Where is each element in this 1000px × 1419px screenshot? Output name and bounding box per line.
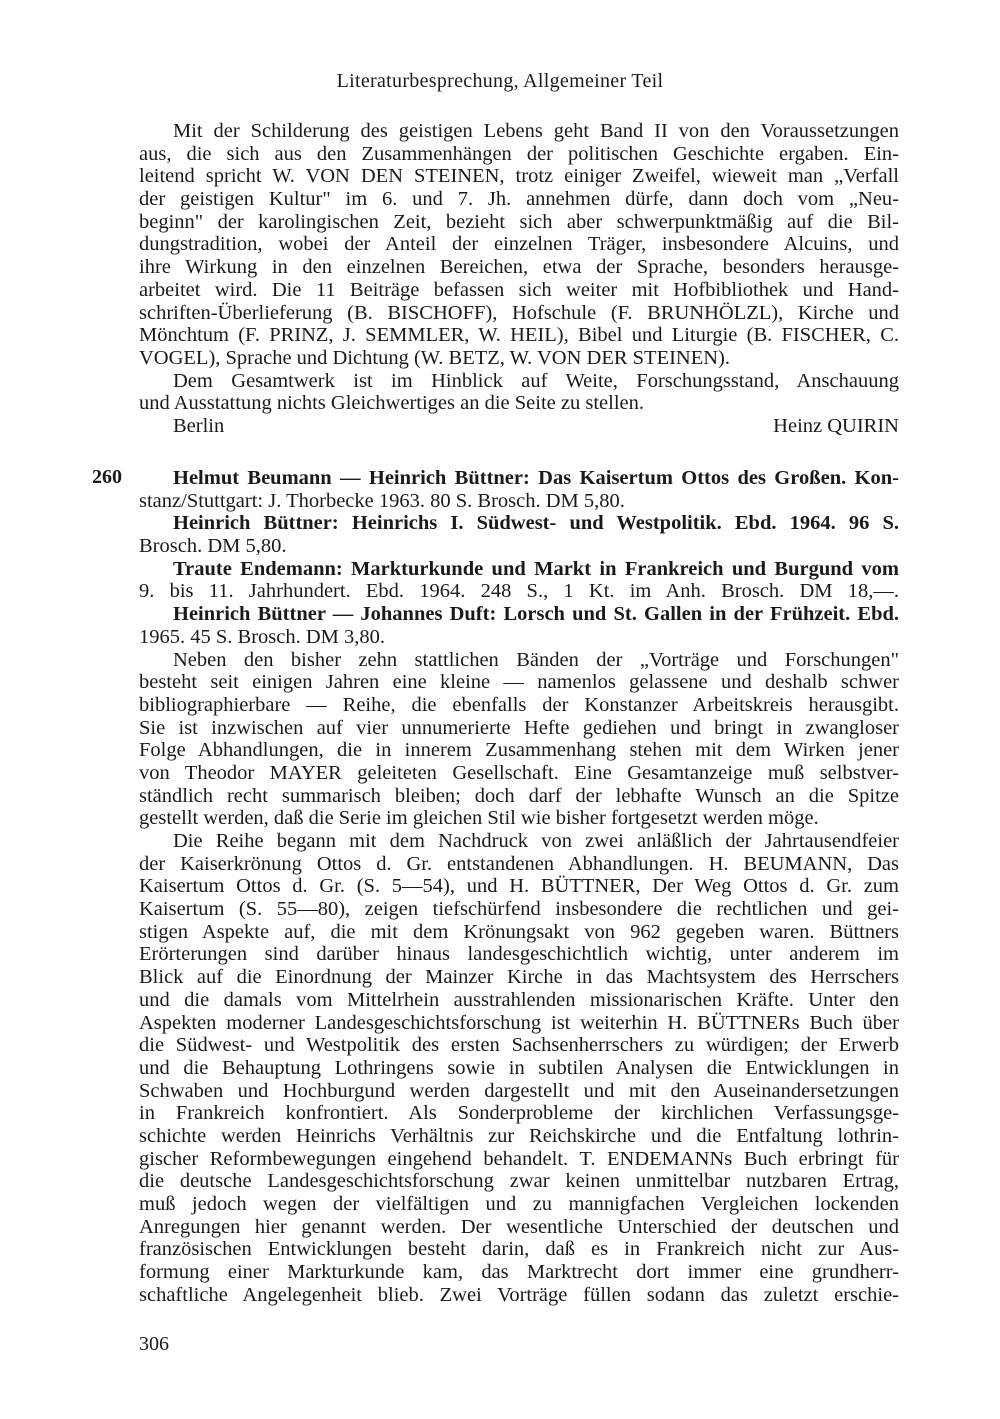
text-line: ihre Wirkung in den einzelnen Bereichen, etwa der Sprache, besonders herausge- bbox=[139, 256, 899, 279]
text-line: schichte werden Heinrichs Verhältnis zur Reichskirche und die Entfaltung lothrin- bbox=[139, 1124, 899, 1147]
page-number: 306 bbox=[139, 1333, 169, 1355]
running-head: Literaturbesprechung, Allgemeiner Teil bbox=[336, 70, 664, 92]
text-line: die Südwest- und Westpolitik des ersten Sachsenherrschers zu würdigen; der Erwerb bbox=[139, 1034, 899, 1057]
bibliographic-line: Heinrich Büttner — Johannes Duft: Lorsch und St. Gallen in der Frühzeit. Ebd. bbox=[173, 603, 899, 626]
text-line: schaftliche Angelegenheit blieb. Zwei Vorträge füllen sodann das zuletzt erschie- bbox=[139, 1283, 899, 1306]
bibliographic-line: 9. bis 11. Jahrhundert. Ebd. 1964. 248 S., 1 Kt. im Anh. Brosch. DM 18,—. bbox=[139, 580, 899, 603]
text-line: Neben den bisher zehn stattlichen Bänden der „Vorträge und Forschungen" bbox=[173, 648, 899, 671]
bibliographic-line: 1965. 45 S. Brosch. DM 3,80. bbox=[139, 625, 386, 648]
text-line: Folge Abhandlungen, die in innerem Zusammenhang stehen mit dem Wirken jener bbox=[139, 739, 899, 762]
text-line: Dem Gesamtwerk ist im Hinblick auf Weite, Forschungsstand, Anschauung bbox=[173, 369, 899, 392]
text-line: muß jedoch wegen der vielfältigen und zu mannigfachen Vergleichen lockenden bbox=[139, 1193, 899, 1215]
text-line: formung einer Markturkunde kam, das Marktrecht dort immer eine grundherr- bbox=[139, 1261, 899, 1284]
text-line: der geistigen Kultur" im 6. und 7. Jh. annehmen dürfe, dann doch vom „Neu- bbox=[139, 188, 899, 211]
text-line: bibliographierbare — Reihe, die ebenfalls der Konstanzer Arbeitskreis herausgibt. bbox=[139, 693, 899, 716]
review-1-body bbox=[139, 120, 899, 415]
text-line: in Frankreich konfrontiert. Als Sonderprobleme der kirchlichen Verfassungsge- bbox=[139, 1102, 899, 1125]
text-line: Aspekten moderner Landesgeschichtsforschung ist weiterhin H. BÜTTNERs Buch über bbox=[139, 1011, 899, 1034]
review-1-reviewer: Heinz QUIRIN bbox=[773, 415, 899, 437]
text-line: und Ausstattung nichts Gleichwertiges an die Seite zu stellen. bbox=[139, 392, 644, 415]
text-line: Anregungen hier genannt werden. Der wesentliche Unterschied der deutschen und bbox=[139, 1215, 899, 1238]
text-line: Mönchtum (F. PRINZ, J. SEMMLER, W. HEIL), Bibel und Liturgie (B. FISCHER, C. bbox=[139, 324, 899, 347]
text-line: die deutsche Landesgeschichtsforschung zwar keinen unmittelbar nutzbaren Ertrag, bbox=[139, 1170, 899, 1193]
review-2-body bbox=[139, 467, 899, 1306]
text-line: Blick auf die Einordnung der Mainzer Kirche in das Machtsystem des Herrschers bbox=[139, 966, 899, 989]
bibliographic-line: Brosch. DM 5,80. bbox=[139, 535, 287, 558]
text-line: gischer Reformbewegungen eingehend behandelt. T. ENDEMANNs Buch erbringt für bbox=[139, 1147, 899, 1170]
text-line: Mit der Schilderung des geistigen Lebens geht Band II von den Voraussetzungen bbox=[173, 120, 899, 142]
text-line: aus, die sich aus den Zusammenhängen der politischen Geschichte ergaben. Ein- bbox=[139, 142, 899, 165]
bibliographic-line: Heinrich Büttner: Heinrichs I. Südwest- und Westpolitik. Ebd. 1964. 96 S. bbox=[173, 512, 899, 535]
text-line: und die damals vom Mittelrhein ausstrahlenden missionarischen Kräfte. Unter den bbox=[139, 988, 899, 1011]
text-line: besteht seit einigen Jahren eine kleine — namenlos gelassene und deshalb schwer bbox=[139, 671, 899, 694]
text-line: und die Behauptung Lothringens sowie in subtilen Analysen die Entwicklungen in bbox=[139, 1056, 899, 1079]
text-line: von Theodor MAYER geleiteten Gesellschaft. Eine Gesamtanzeige muß selbstver- bbox=[139, 761, 899, 784]
text-line: schriften-Überlieferung (B. BISCHOFF), Hofschule (F. BRUNHÖLZL), Kirche und bbox=[139, 301, 899, 324]
text-line: Erörterungen sind darüber hinaus landesgeschichtlich wichtig, unter anderem im bbox=[139, 943, 899, 966]
text-line: Sie ist inzwischen auf vier unnumerierte Hefte gediehen und bringt in zwangloser bbox=[139, 716, 899, 739]
text-line: beginn" der karolingischen Zeit, bezieht sich aber schwerpunktmäßig auf die Bil- bbox=[139, 210, 899, 233]
text-line: Schwaben und Hochburgund werden dargestellt und mit den Auseinandersetzungen bbox=[139, 1079, 899, 1102]
bibliographic-line: Traute Endemann: Markturkunde und Markt in Frankreich und Burgund vom bbox=[173, 557, 899, 580]
text-line: Kaisertum Ottos d. Gr. (S. 5—54), und H. BÜTTNER, Der Weg Ottos d. Gr. zum bbox=[139, 875, 899, 898]
text-line: stigen Aspekte auf, die mit dem Krönungsakt von 962 gegeben waren. Büttners bbox=[139, 920, 899, 943]
text-line: Die Reihe begann mit dem Nachdruck von zwei anläßlich der Jahrtausendfeier bbox=[173, 830, 899, 852]
text-line: Kaisertum (S. 55—80), zeigen tiefschürfend insbesondere die rechtlichen und gei- bbox=[139, 898, 899, 921]
text-line: leitend spricht W. VON DEN STEINEN, trotz einiger Zweifel, wieweit man „Verfall bbox=[139, 165, 899, 188]
bibliographic-line: Helmut Beumann — Heinrich Büttner: Das Kaisertum Ottos des Großen. Kon- bbox=[173, 467, 899, 489]
bibliographic-line: stanz/Stuttgart: J. Thorbecke 1963. 80 S. Brosch. DM 5,80. bbox=[139, 489, 625, 512]
text-line: arbeitet wird. Die 11 Beiträge befassen sich weiter mit Hofbibliothek und Hand- bbox=[139, 278, 899, 301]
text-line: französischen Entwicklungen besteht darin, daß es in Frankreich nicht zur Aus- bbox=[139, 1238, 899, 1261]
review-1-place: Berlin bbox=[173, 415, 225, 437]
text-line: ständlich recht summarisch bleiben; doch darf der lebhafte Wunsch an die Spitze bbox=[139, 784, 899, 807]
text-line: VOGEL), Sprache und Dichtung (W. BETZ, W. VON DER STEINEN). bbox=[139, 346, 731, 369]
entry-number: 260 bbox=[92, 466, 122, 488]
text-line: dungstradition, wobei der Anteil der einzelnen Träger, insbesondere Alcuins, und bbox=[139, 233, 899, 256]
text-line: gestellt werden, daß die Serie im gleichen Stil wie bisher fortgesetzt werden möge. bbox=[139, 807, 819, 830]
text-line: der Kaiserkrönung Ottos d. Gr. entstandenen Abhandlungen. H. BEUMANN, Das bbox=[139, 852, 899, 875]
